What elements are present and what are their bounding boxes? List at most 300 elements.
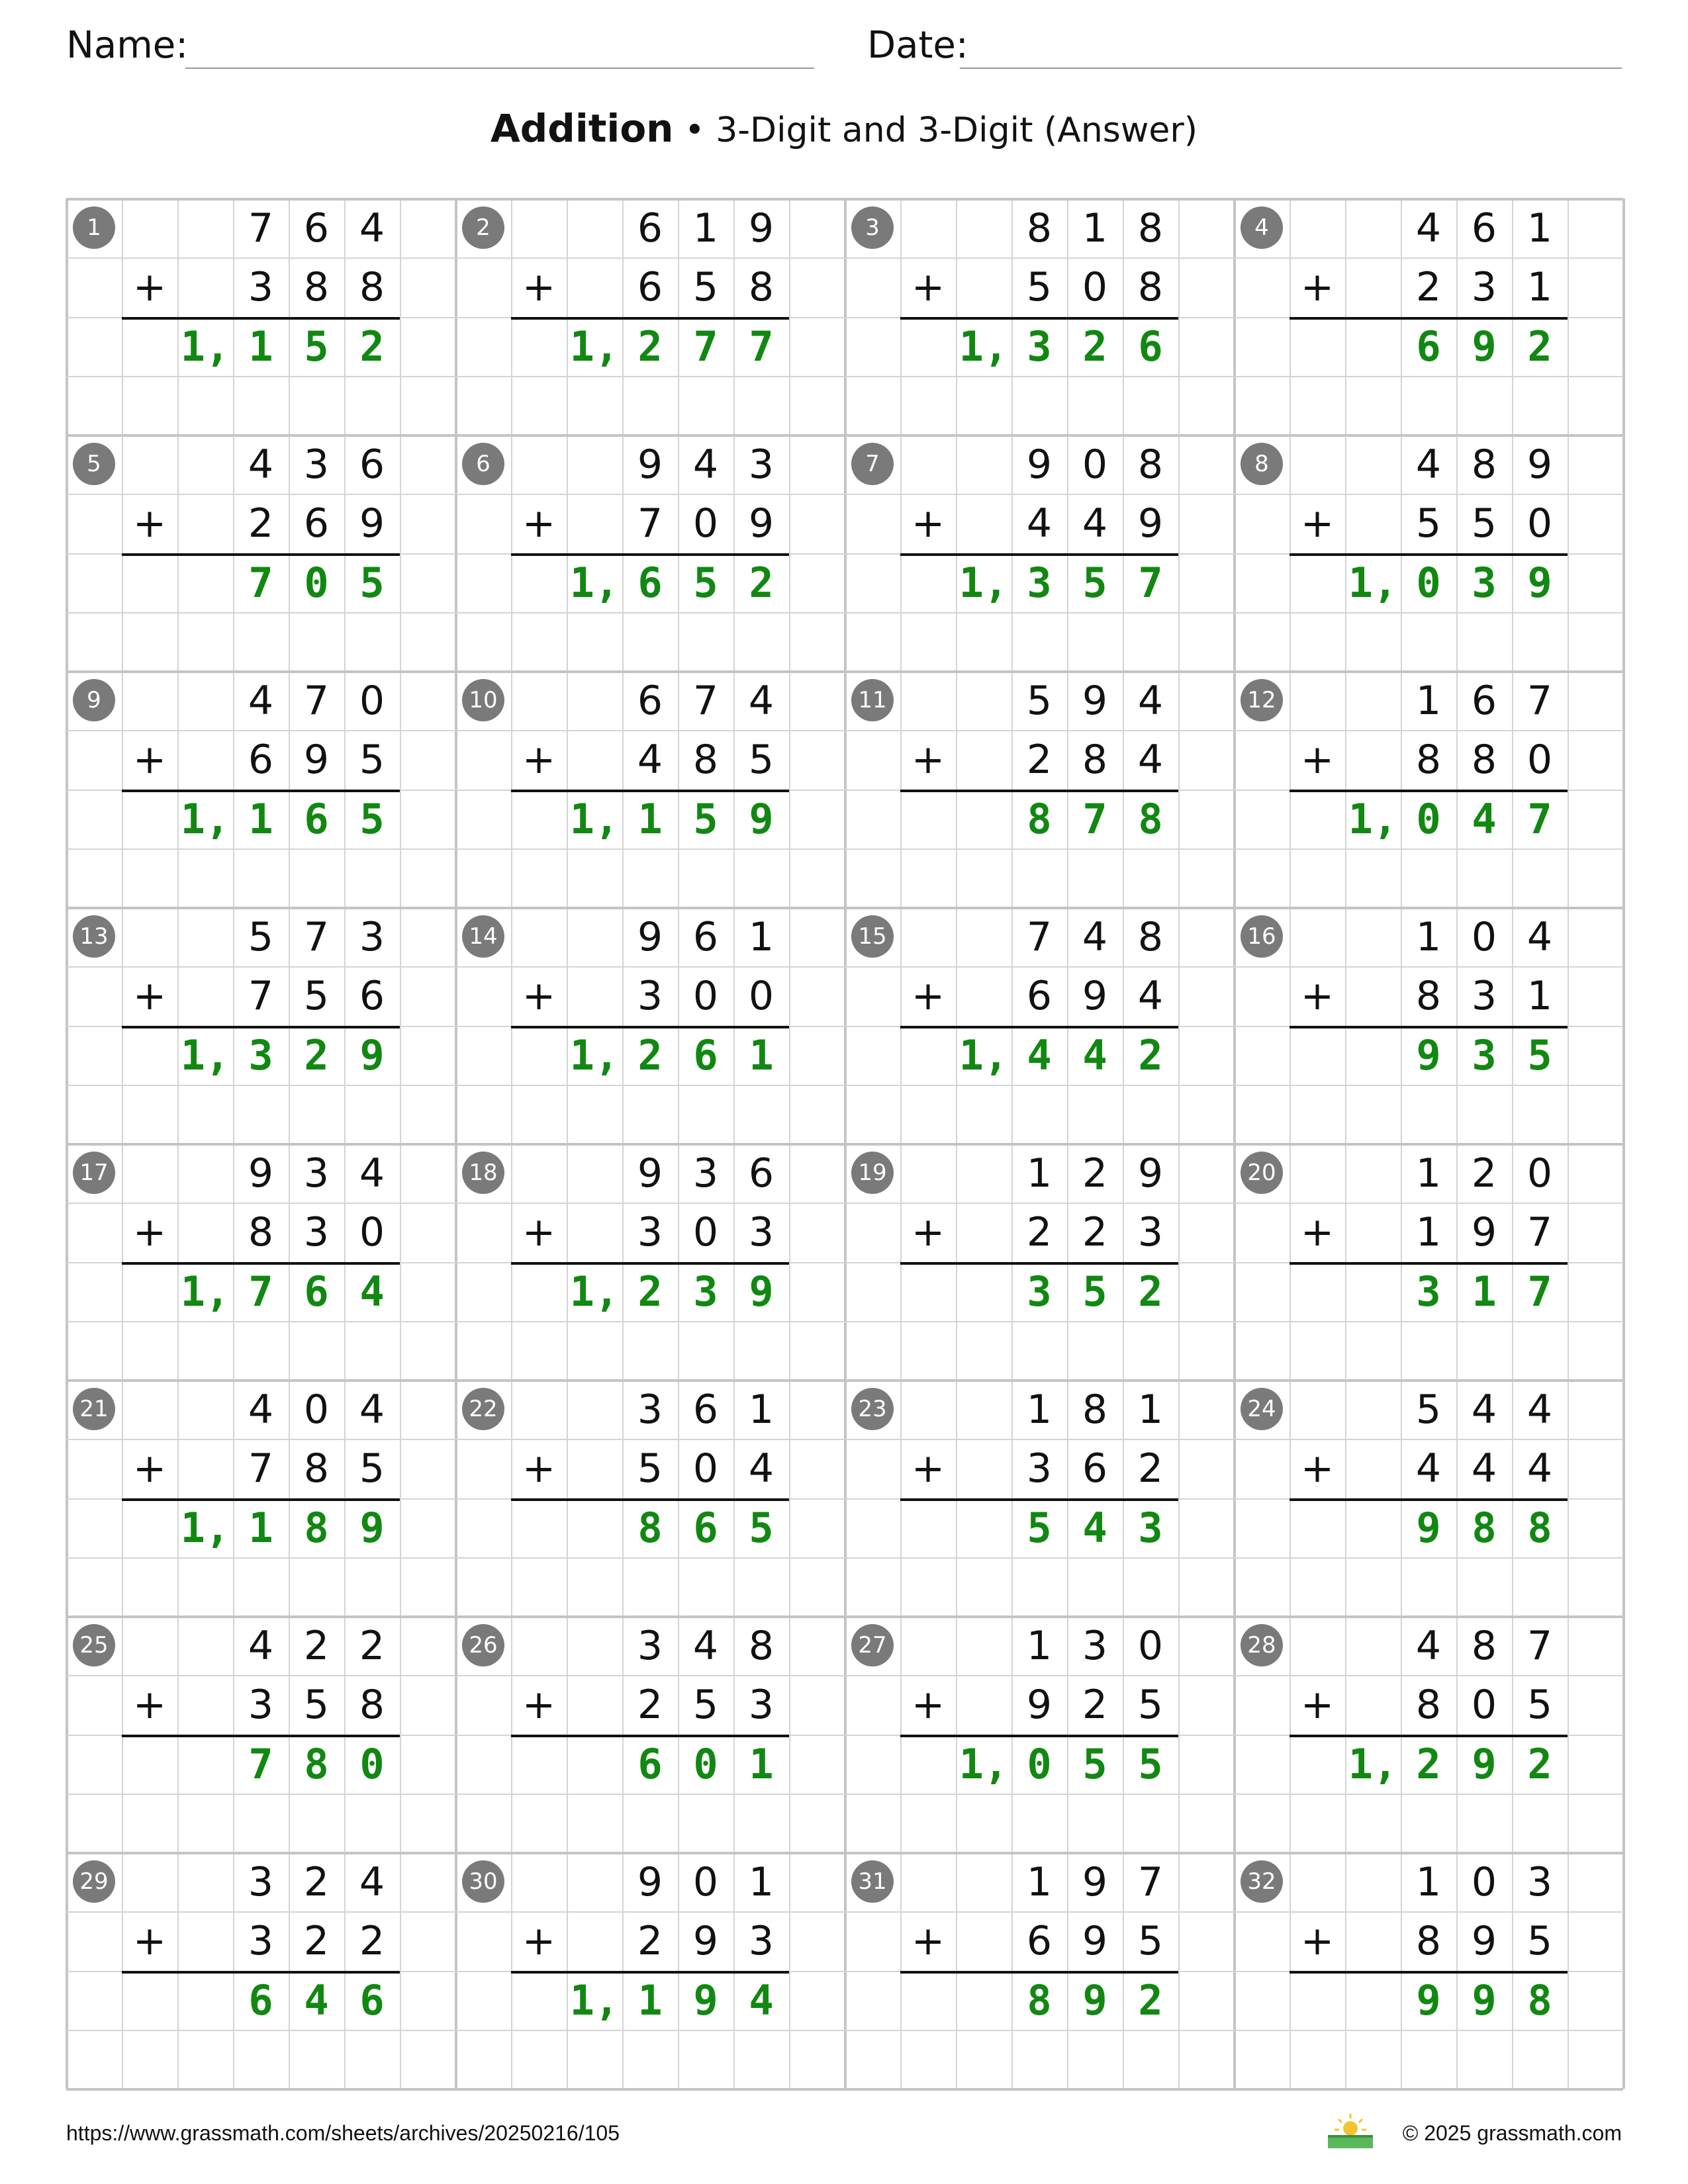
answer-digit: 1,	[1348, 1739, 1398, 1788]
plus-operator: +	[911, 1445, 945, 1492]
grid-hline	[66, 376, 1623, 377]
addend-bottom-digit: 4	[1082, 500, 1108, 547]
addend-bottom-digit: 0	[692, 1208, 719, 1255]
addend-bottom-digit: 8	[748, 263, 774, 310]
problem-number-badge: 1	[73, 206, 115, 249]
plus-operator: +	[522, 1208, 556, 1255]
grid-hline	[66, 1085, 1623, 1086]
plus-operator: +	[1300, 1445, 1335, 1492]
addend-bottom-digit: 0	[748, 972, 774, 1019]
addend-top-digit: 1	[1026, 1622, 1053, 1669]
addend-top-digit: 8	[1026, 205, 1053, 251]
grid-hline	[66, 1321, 1623, 1322]
answer-digit: 8	[304, 1503, 329, 1552]
plus-operator: +	[132, 1208, 167, 1255]
answer-digit: 3	[1027, 558, 1052, 607]
addend-bottom-digit: 0	[1526, 736, 1553, 783]
addend-bottom-digit: 3	[1471, 972, 1497, 1019]
answer-digit: 0	[304, 558, 329, 607]
title-sub: 3-Digit and 3-Digit (Answer)	[716, 111, 1198, 150]
problem-number-badge: 23	[851, 1388, 894, 1430]
answer-digit: 0	[693, 1739, 718, 1788]
answer-digit: 1,	[180, 1030, 230, 1079]
answer-digit: 7	[1082, 794, 1107, 843]
answer-digit: 8	[1527, 1503, 1552, 1552]
answer-digit: 7	[248, 1739, 273, 1788]
plus-operator: +	[1300, 1917, 1335, 1964]
addend-top-digit: 4	[1082, 913, 1108, 960]
addend-top-digit: 1	[748, 1386, 774, 1433]
problem-number-badge: 29	[73, 1860, 115, 1903]
answer-digit: 9	[1472, 1739, 1497, 1788]
addend-bottom-digit: 0	[1526, 500, 1553, 547]
answer-digit: 3	[1027, 1267, 1052, 1316]
addend-top-digit: 1	[692, 205, 719, 251]
addend-top-digit: 3	[1526, 1858, 1553, 1905]
answer-digit: 7	[248, 558, 273, 607]
plus-operator: +	[1300, 1208, 1335, 1255]
addend-top-digit: 1	[1415, 1858, 1442, 1905]
addend-top-digit: 3	[637, 1386, 663, 1433]
answer-digit: 6	[693, 1503, 718, 1552]
answer-digit: 2	[1138, 1030, 1163, 1079]
addend-top-digit: 5	[1026, 677, 1053, 724]
answer-digit: 2	[304, 1030, 329, 1079]
answer-digit: 0	[1416, 794, 1441, 843]
addend-bottom-digit: 5	[692, 1681, 719, 1728]
answer-digit: 6	[304, 1267, 329, 1316]
problem-number-badge: 27	[851, 1624, 894, 1666]
answer-digit: 0	[359, 1739, 385, 1788]
answer-digit: 6	[637, 1739, 663, 1788]
addend-bottom-digit: 2	[1137, 1445, 1164, 1492]
addend-bottom-digit: 6	[248, 736, 274, 783]
answer-digit: 1	[749, 1739, 774, 1788]
answer-digit: 7	[248, 1267, 273, 1316]
title-separator: •	[684, 111, 705, 150]
addend-bottom-digit: 2	[359, 1917, 385, 1964]
addend-bottom-digit: 6	[1026, 1917, 1053, 1964]
addend-bottom-digit: 3	[1471, 263, 1497, 310]
addend-top-digit: 0	[1471, 1858, 1497, 1905]
answer-digit: 1,	[569, 1267, 620, 1316]
answer-digit: 1,	[569, 322, 620, 371]
addend-top-digit: 1	[1415, 913, 1442, 960]
answer-digit: 8	[1138, 794, 1163, 843]
addend-top-digit: 3	[692, 1150, 719, 1197]
answer-digit: 6	[693, 1030, 718, 1079]
problem-number-badge: 32	[1241, 1860, 1283, 1903]
problem-number-badge: 11	[851, 679, 894, 721]
addend-top-digit: 4	[692, 441, 719, 488]
answer-digit: 3	[693, 1267, 718, 1316]
answer-digit: 1	[248, 794, 273, 843]
answer-digit: 6	[637, 558, 663, 607]
addend-bottom-digit: 0	[692, 500, 719, 547]
answer-digit: 1,	[959, 322, 1009, 371]
addend-bottom-digit: 7	[248, 1445, 274, 1492]
addend-bottom-digit: 3	[248, 1681, 274, 1728]
addend-top-digit: 9	[1082, 1858, 1108, 1905]
addend-bottom-digit: 3	[748, 1917, 774, 1964]
answer-digit: 5	[304, 322, 329, 371]
problem-number-badge: 20	[1241, 1152, 1283, 1194]
addend-bottom-digit: 3	[248, 1917, 274, 1964]
grid-hline	[66, 1794, 1623, 1795]
plus-operator: +	[132, 972, 167, 1019]
problem-number-badge: 2	[462, 206, 504, 249]
answer-digit: 1,	[959, 1030, 1009, 1079]
answer-digit: 9	[1416, 1976, 1441, 2025]
answer-digit: 1	[248, 322, 273, 371]
addend-top-digit: 0	[303, 1386, 330, 1433]
addend-bottom-digit: 8	[359, 263, 385, 310]
grid-hline	[66, 848, 1623, 850]
plus-operator: +	[522, 972, 556, 1019]
title-main: Addition	[490, 106, 674, 151]
problem-number-badge: 25	[73, 1624, 115, 1666]
addend-top-digit: 4	[748, 677, 774, 724]
answer-digit: 7	[1527, 1267, 1552, 1316]
addend-bottom-digit: 2	[303, 1917, 330, 1964]
answer-digit: 9	[693, 1976, 718, 2025]
addend-bottom-digit: 8	[1415, 1681, 1442, 1728]
addend-bottom-digit: 4	[1026, 500, 1053, 547]
addend-top-digit: 1	[1415, 1150, 1442, 1197]
answer-digit: 2	[1416, 1739, 1441, 1788]
plus-operator: +	[1300, 263, 1335, 310]
addend-top-digit: 7	[1526, 1622, 1553, 1669]
answer-digit: 5	[1082, 1267, 1107, 1316]
plus-operator: +	[911, 736, 945, 783]
problem-number-badge: 8	[1241, 443, 1283, 485]
problem-number-badge: 4	[1241, 206, 1283, 249]
addend-top-digit: 4	[248, 677, 274, 724]
answer-digit: 1	[637, 794, 663, 843]
addend-bottom-digit: 9	[1082, 972, 1108, 1019]
addend-top-digit: 7	[1026, 913, 1053, 960]
addend-top-digit: 9	[1082, 677, 1108, 724]
name-label: Name:	[66, 24, 189, 67]
addend-top-digit: 4	[1415, 205, 1442, 251]
name-line[interactable]	[185, 68, 814, 69]
answer-digit: 1,	[180, 794, 230, 843]
answer-digit: 4	[1472, 794, 1497, 843]
problem-number-badge: 31	[851, 1860, 894, 1903]
addend-bottom-digit: 4	[1526, 1445, 1553, 1492]
answer-digit: 6	[1138, 322, 1163, 371]
answer-digit: 3	[1472, 1030, 1497, 1079]
addend-top-digit: 6	[637, 677, 663, 724]
answer-digit: 8	[1027, 1976, 1052, 2025]
addend-top-digit: 4	[359, 205, 385, 251]
addend-top-digit: 1	[1415, 677, 1442, 724]
answer-digit: 5	[693, 794, 718, 843]
answer-digit: 9	[1527, 558, 1552, 607]
addend-bottom-digit: 5	[692, 263, 719, 310]
addend-bottom-digit: 8	[1471, 736, 1497, 783]
answer-digit: 0	[1416, 558, 1441, 607]
answer-digit: 7	[693, 322, 718, 371]
problem-number-badge: 9	[73, 679, 115, 721]
answer-digit: 1,	[1348, 794, 1398, 843]
grass-sun-logo-icon	[1324, 2111, 1377, 2151]
answer-digit: 1,	[959, 1739, 1009, 1788]
addend-bottom-digit: 8	[1415, 972, 1442, 1019]
addend-bottom-digit: 4	[1471, 1445, 1497, 1492]
addend-top-digit: 5	[1415, 1386, 1442, 1433]
addend-top-digit: 8	[1137, 441, 1164, 488]
problem-number-badge: 14	[462, 915, 504, 958]
addend-bottom-digit: 8	[303, 263, 330, 310]
addend-bottom-digit: 5	[1471, 500, 1497, 547]
addend-top-digit: 6	[303, 205, 330, 251]
answer-digit: 5	[1027, 1503, 1052, 1552]
addend-top-digit: 0	[1137, 1622, 1164, 1669]
plus-operator: +	[522, 1681, 556, 1728]
problem-number-badge: 7	[851, 443, 894, 485]
footer-copyright: © 2025 grassmath.com	[1402, 2121, 1622, 2145]
addend-bottom-digit: 1	[1526, 263, 1553, 310]
answer-digit: 4	[1082, 1030, 1107, 1079]
problem-number-badge: 12	[1241, 679, 1283, 721]
answer-digit: 7	[749, 322, 774, 371]
date-line[interactable]	[960, 68, 1622, 69]
addend-top-digit: 6	[1471, 205, 1497, 251]
addend-bottom-digit: 7	[637, 500, 663, 547]
addend-top-digit: 4	[359, 1386, 385, 1433]
problem-number-badge: 16	[1241, 915, 1283, 958]
addend-bottom-digit: 5	[303, 1681, 330, 1728]
answer-digit: 1	[637, 1976, 663, 2025]
problem-number-badge: 10	[462, 679, 504, 721]
addend-top-digit: 7	[1137, 1858, 1164, 1905]
addend-top-digit: 3	[637, 1622, 663, 1669]
answer-digit: 9	[359, 1503, 385, 1552]
addend-bottom-digit: 0	[359, 1208, 385, 1255]
problem-number-badge: 6	[462, 443, 504, 485]
grid-hline	[66, 612, 1623, 614]
addend-top-digit: 4	[359, 1858, 385, 1905]
addend-top-digit: 8	[1471, 1622, 1497, 1669]
plus-operator: +	[522, 263, 556, 310]
addend-bottom-digit: 4	[1137, 736, 1164, 783]
addend-bottom-digit: 2	[637, 1917, 663, 1964]
answer-digit: 2	[1138, 1976, 1163, 2025]
addend-top-digit: 3	[303, 1150, 330, 1197]
addend-bottom-digit: 0	[1082, 263, 1108, 310]
addend-bottom-digit: 6	[1026, 972, 1053, 1019]
addend-top-digit: 8	[748, 1622, 774, 1669]
grid-hline	[66, 2088, 1623, 2091]
addend-bottom-digit: 7	[1526, 1208, 1553, 1255]
answer-digit: 2	[637, 1267, 663, 1316]
plus-operator: +	[1300, 500, 1335, 547]
addend-bottom-digit: 9	[1471, 1208, 1497, 1255]
addend-top-digit: 6	[359, 441, 385, 488]
problem-number-badge: 17	[73, 1152, 115, 1194]
plus-operator: +	[522, 1445, 556, 1492]
answer-digit: 2	[637, 1030, 663, 1079]
addend-top-digit: 1	[1082, 205, 1108, 251]
answer-digit: 2	[1082, 322, 1107, 371]
answer-digit: 4	[304, 1976, 329, 2025]
addend-bottom-digit: 5	[1526, 1681, 1553, 1728]
addend-bottom-digit: 6	[1082, 1445, 1108, 1492]
addend-bottom-digit: 2	[1082, 1681, 1108, 1728]
addend-top-digit: 9	[637, 441, 663, 488]
addend-top-digit: 2	[359, 1622, 385, 1669]
addend-bottom-digit: 9	[1026, 1681, 1053, 1728]
addend-top-digit: 0	[1082, 441, 1108, 488]
plus-operator: +	[911, 1917, 945, 1964]
addend-top-digit: 4	[1526, 1386, 1553, 1433]
addend-bottom-digit: 5	[303, 972, 330, 1019]
answer-digit: 2	[637, 322, 663, 371]
problem-number-badge: 13	[73, 915, 115, 958]
answer-digit: 2	[749, 558, 774, 607]
addend-top-digit: 1	[748, 1858, 774, 1905]
addend-top-digit: 6	[637, 205, 663, 251]
addend-top-digit: 0	[359, 677, 385, 724]
addend-bottom-digit: 9	[1082, 1917, 1108, 1964]
addend-bottom-digit: 0	[692, 1445, 719, 1492]
answer-digit: 4	[1082, 1503, 1107, 1552]
addend-top-digit: 4	[1526, 913, 1553, 960]
addend-top-digit: 9	[1526, 441, 1553, 488]
problem-number-badge: 26	[462, 1624, 504, 1666]
addend-top-digit: 8	[1137, 913, 1164, 960]
plus-operator: +	[132, 263, 167, 310]
worksheet-grid	[66, 199, 1623, 2089]
addend-bottom-digit: 2	[1026, 1208, 1053, 1255]
answer-digit: 1,	[569, 794, 620, 843]
answer-digit: 1,	[180, 1267, 230, 1316]
addend-bottom-digit: 2	[248, 500, 274, 547]
answer-digit: 9	[1472, 322, 1497, 371]
answer-digit: 3	[248, 1030, 273, 1079]
addend-bottom-digit: 8	[1082, 736, 1108, 783]
addend-top-digit: 1	[1026, 1858, 1053, 1905]
answer-digit: 8	[304, 1739, 329, 1788]
addend-bottom-digit: 6	[303, 500, 330, 547]
addend-top-digit: 2	[303, 1622, 330, 1669]
answer-digit: 5	[1527, 1030, 1552, 1079]
addend-bottom-digit: 3	[248, 263, 274, 310]
answer-digit: 8	[637, 1503, 663, 1552]
addend-top-digit: 0	[1471, 913, 1497, 960]
plus-operator: +	[132, 1681, 167, 1728]
addend-top-digit: 9	[637, 1150, 663, 1197]
answer-digit: 1	[749, 1030, 774, 1079]
answer-digit: 5	[749, 1503, 774, 1552]
plus-operator: +	[522, 500, 556, 547]
problem-number-badge: 22	[462, 1388, 504, 1430]
addend-bottom-digit: 2	[1026, 736, 1053, 783]
answer-digit: 1,	[1348, 558, 1398, 607]
addend-top-digit: 7	[248, 205, 274, 251]
answer-digit: 1,	[569, 558, 620, 607]
addend-top-digit: 0	[692, 1858, 719, 1905]
plus-operator: +	[132, 1917, 167, 1964]
addend-top-digit: 6	[1471, 677, 1497, 724]
plus-operator: +	[1300, 736, 1335, 783]
addend-bottom-digit: 4	[1137, 972, 1164, 1019]
addend-top-digit: 8	[1471, 441, 1497, 488]
page-title	[0, 106, 1688, 151]
addend-top-digit: 9	[1137, 1150, 1164, 1197]
addend-bottom-digit: 2	[637, 1681, 663, 1728]
answer-digit: 1,	[180, 1503, 230, 1552]
problem-number-badge: 5	[73, 443, 115, 485]
addend-top-digit: 3	[359, 913, 385, 960]
answer-digit: 8	[1527, 1976, 1552, 2025]
plus-operator: +	[1300, 1681, 1335, 1728]
addend-top-digit: 8	[1082, 1386, 1108, 1433]
addend-top-digit: 6	[748, 1150, 774, 1197]
addend-top-digit: 7	[1526, 677, 1553, 724]
problem-number-badge: 15	[851, 915, 894, 958]
problem-number-badge: 28	[1241, 1624, 1283, 1666]
addend-top-digit: 0	[1526, 1150, 1553, 1197]
addend-top-digit: 8	[1137, 205, 1164, 251]
addend-top-digit: 6	[692, 1386, 719, 1433]
answer-digit: 3	[1138, 1503, 1163, 1552]
addend-bottom-digit: 8	[1137, 263, 1164, 310]
answer-digit: 9	[1416, 1030, 1441, 1079]
addend-top-digit: 4	[1137, 677, 1164, 724]
plus-operator: +	[132, 736, 167, 783]
addend-top-digit: 1	[1137, 1386, 1164, 1433]
answer-digit: 5	[693, 558, 718, 607]
plus-operator: +	[522, 1917, 556, 1964]
addend-bottom-digit: 5	[359, 1445, 385, 1492]
plus-operator: +	[911, 1681, 945, 1728]
answer-digit: 9	[359, 1030, 385, 1079]
footer-url: https://www.grassmath.com/sheets/archives/20250216/105	[66, 2121, 620, 2145]
addend-top-digit: 9	[637, 913, 663, 960]
addend-bottom-digit: 9	[359, 500, 385, 547]
addend-bottom-digit: 9	[1471, 1917, 1497, 1964]
addend-top-digit: 3	[303, 441, 330, 488]
answer-digit: 4	[1027, 1030, 1052, 1079]
answer-digit: 6	[248, 1976, 273, 2025]
addend-bottom-digit: 8	[692, 736, 719, 783]
addend-bottom-digit: 3	[637, 972, 663, 1019]
addend-top-digit: 5	[248, 913, 274, 960]
answer-digit: 9	[749, 1267, 774, 1316]
addend-bottom-digit: 5	[1137, 1681, 1164, 1728]
plus-operator: +	[522, 736, 556, 783]
addend-bottom-digit: 9	[748, 500, 774, 547]
addend-bottom-digit: 8	[248, 1208, 274, 1255]
addend-bottom-digit: 5	[637, 1445, 663, 1492]
answer-digit: 4	[359, 1267, 385, 1316]
addend-bottom-digit: 2	[1082, 1208, 1108, 1255]
answer-digit: 5	[359, 794, 385, 843]
addend-top-digit: 3	[1082, 1622, 1108, 1669]
grid-hline	[66, 2030, 1623, 2031]
addend-top-digit: 3	[248, 1858, 274, 1905]
addend-bottom-digit: 3	[1026, 1445, 1053, 1492]
addend-top-digit: 9	[248, 1150, 274, 1197]
addend-top-digit: 4	[359, 1150, 385, 1197]
problem-number-badge: 21	[73, 1388, 115, 1430]
addend-top-digit: 4	[1415, 1622, 1442, 1669]
addend-bottom-digit: 5	[359, 736, 385, 783]
date-label: Date:	[867, 24, 968, 67]
addend-top-digit: 4	[248, 1386, 274, 1433]
